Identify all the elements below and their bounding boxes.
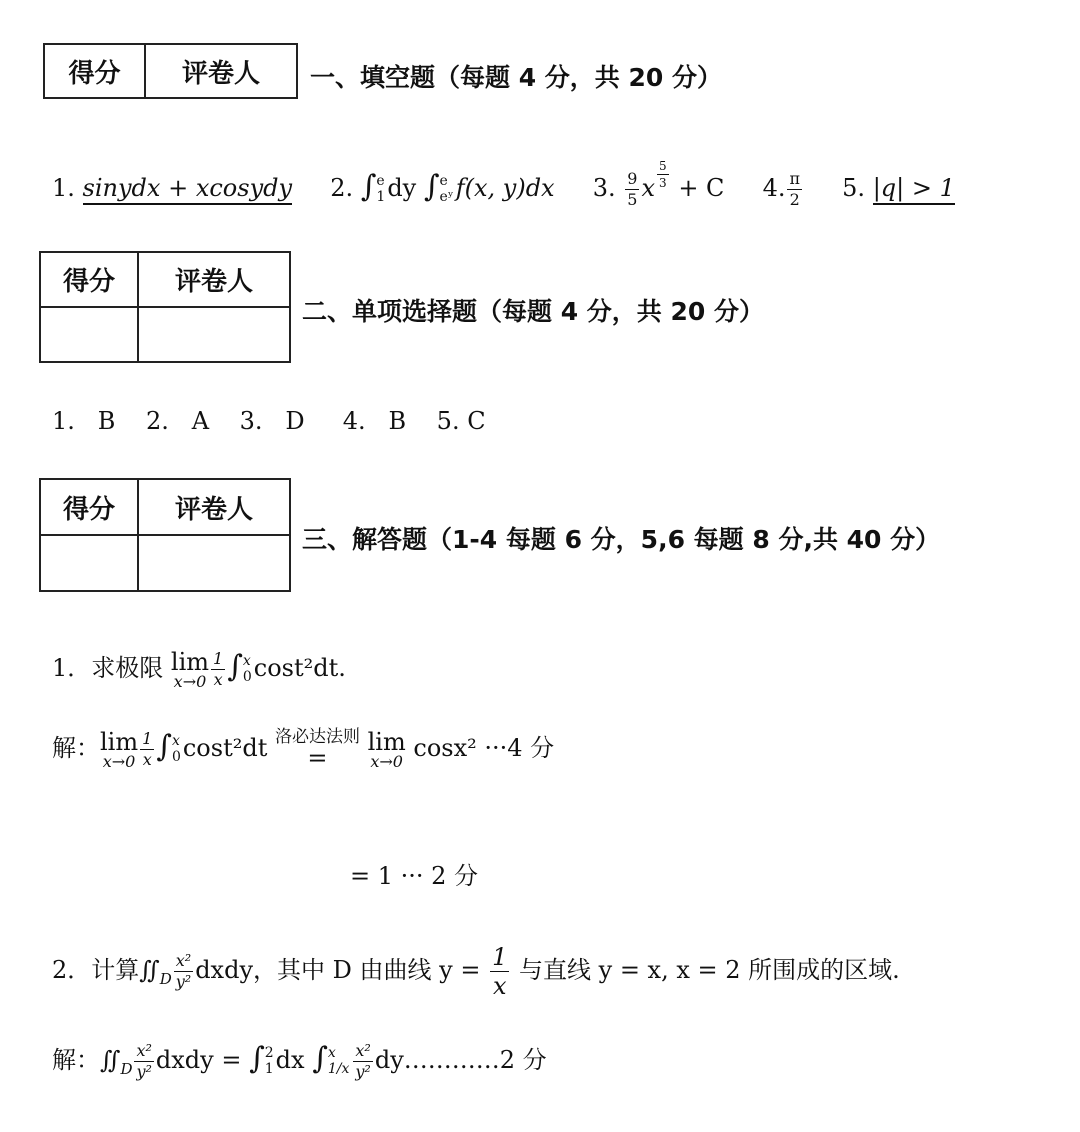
question-2-frac2-den: x <box>492 972 507 1000</box>
section-3-title: 三、解答题（1-4 每题 6 分，5,6 每题 8 分,共 40 分） <box>302 525 941 554</box>
solution-1-integrand: cost²dt <box>182 734 268 762</box>
section-1-answers: 1. sinydx + xcosydy 2. ∫ e 1 dy ∫ e eʸ f(x, y)dx 3. $\frac{9}{5}$ x $\frac{5}{3}$ + C 4. $\frac{\pi}{2}$ 5. |q| > 1 <box>52 159 955 209</box>
answer-3-frac-num: 9 <box>627 169 638 188</box>
solution-1-final: = 1 ··· 2 分 <box>350 862 479 890</box>
score-cell <box>40 307 138 362</box>
solution-2-lower2: 1/x <box>327 1060 350 1077</box>
question-1: 1．求极限 lim x→0 $\frac{1}{x}$ ∫ x 0 cost²dt. <box>52 647 346 691</box>
question-1-integrand: cost²dt. <box>253 654 346 682</box>
answer-2-upper2: e <box>439 173 448 190</box>
section-1-title: 一、填空题（每题 4 分，共 20 分） <box>310 63 723 92</box>
score-label: 得分 <box>40 252 138 307</box>
question-2-sub-d: D <box>159 969 172 988</box>
answer-5: |q| > 1 <box>873 174 955 205</box>
answer-3-var: x <box>641 174 656 202</box>
solution-2-dx: dx <box>275 1046 305 1074</box>
score-label: 得分 <box>40 479 138 535</box>
answer-1-num: 1. <box>52 174 75 202</box>
solution-2-lower: 1 <box>264 1060 274 1077</box>
answer-4-frac-num: π <box>789 169 800 188</box>
answer-3-tail: + C <box>678 174 725 202</box>
solution-2-mid: dxdy = <box>155 1046 242 1074</box>
answer-4-num: 4. <box>762 174 786 202</box>
question-2-prefix: 2．计算∬ <box>52 956 160 984</box>
solution-1-lim2: lim <box>367 727 406 756</box>
answer-2-lower2: eʸ <box>439 188 454 205</box>
solution-1: 解：lim x→0 $\frac{1}{x}$ ∫ x 0 cost²dt 洛必达法则 = lim x→0 cosx² ···4 分 <box>52 727 555 772</box>
question-2-frac2-num: 1 <box>492 943 508 971</box>
question-2-tail: 与直线 y = x, x = 2 所围成的区域. <box>519 956 900 984</box>
grader-label: 评卷人 <box>138 479 290 535</box>
question-2 <box>52 945 900 998</box>
question-2-frac-den: y² <box>175 972 192 991</box>
solution-1-result: cosx² ···4 分 <box>413 734 555 762</box>
answer-3-num: 3. <box>592 174 616 202</box>
section-2-answers: 1. B 2. A 3. D 4. B 5. C <box>52 407 486 435</box>
solution-2-frac2-den: y² <box>355 1062 371 1081</box>
answer-2-lower1: 1 <box>376 188 386 205</box>
score-label: 得分 <box>44 44 145 98</box>
solution-2: 解：$∬_D$ $\frac{\text{x²}}{\text{y²}}$ dxdy = ∫ 2 1 dx ∫ x 1/x $\frac{\text{x²}}{\text{y²}}$ dy…………2 分 <box>52 1041 547 1081</box>
solution-2-tail: dy…………2 分 <box>374 1046 547 1074</box>
grader-cell <box>138 307 290 362</box>
solution-2-frac-den: y² <box>136 1062 152 1081</box>
solution-2-prefix: 解：∬ <box>52 1046 121 1074</box>
answer-3-frac-den: 5 <box>627 190 638 209</box>
solution-1-prefix: 解： <box>52 734 100 762</box>
solution-2-upper: 2 <box>264 1045 274 1062</box>
question-1-lim-sub: x→0 <box>173 671 207 691</box>
grader-cell <box>138 535 290 591</box>
solution-1-lim: lim <box>100 727 139 756</box>
question-2-frac-num: x² <box>175 951 192 970</box>
score-cell <box>40 535 138 591</box>
solution-2-upper2: x <box>327 1045 336 1062</box>
solution-2-frac2-num: x² <box>355 1041 371 1060</box>
answer-5-num: 5. <box>842 174 866 202</box>
answer-2-end: f(x, y)dx <box>455 174 555 202</box>
score-table-3 <box>39 478 291 592</box>
answer-3-exp-num: 5 <box>659 159 667 173</box>
answer-1: sinydx + xcosydy <box>83 174 293 205</box>
score-table-1 <box>43 43 298 99</box>
answer-2-num: 2. <box>330 174 354 202</box>
solution-1-equals: = <box>307 744 328 772</box>
question-1-prefix: 1．求极限 <box>52 654 164 682</box>
answer-4-frac-den: 2 <box>789 190 800 209</box>
section-2-title: 二、单项选择题（每题 4 分，共 20 分） <box>302 297 765 326</box>
solution-1-lim2-sub: x→0 <box>370 751 403 771</box>
answer-2-upper1: e <box>376 173 385 190</box>
solution-2-sub-d: D <box>120 1059 133 1078</box>
answer-2-mid: dy <box>387 174 417 202</box>
question-1-lim: lim <box>170 647 210 676</box>
solution-2-frac-num: x² <box>136 1041 152 1060</box>
grader-label: 评卷人 <box>138 252 290 307</box>
grader-label: 评卷人 <box>145 44 297 98</box>
question-2-mid: dxdy，其中 D 由曲线 y = <box>195 956 481 984</box>
score-table-2 <box>39 251 291 363</box>
solution-1-lim-sub: x→0 <box>102 751 136 771</box>
answer-3-exp-den: 3 <box>659 176 667 190</box>
lhopital-rule-label: 洛必达法则 <box>274 727 360 747</box>
